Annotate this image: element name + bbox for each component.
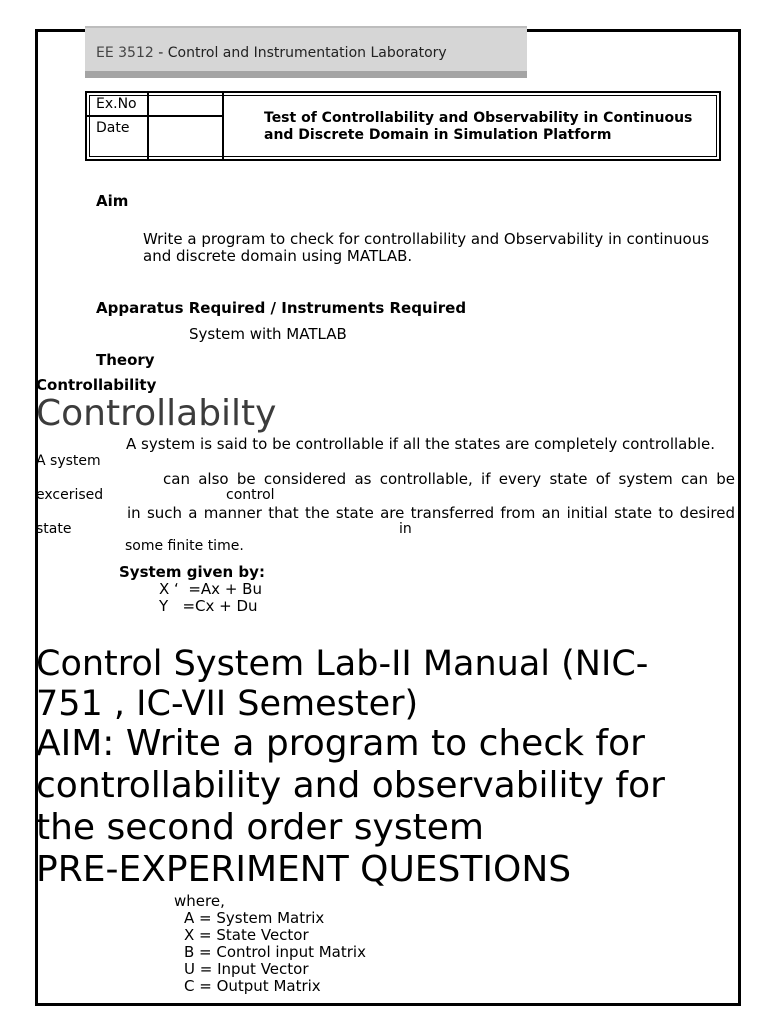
- overlay-aim-line3: the second order system: [36, 807, 484, 848]
- aim-text-line2: and discrete domain using MATLAB.: [143, 247, 413, 265]
- apparatus-heading: Apparatus Required / Instruments Required: [96, 299, 467, 317]
- table-divider-2: [222, 93, 224, 159]
- theory-para-line6b: in: [399, 521, 412, 537]
- theory-heading: Theory: [96, 351, 155, 369]
- where-label: where,: [174, 892, 225, 910]
- header-title: [96, 45, 447, 61]
- header-separator: -: [153, 45, 168, 61]
- theory-para-line7: some finite time.: [125, 538, 244, 554]
- table-row-divider: [87, 115, 224, 117]
- where-item-u: U = Input Vector: [184, 960, 309, 978]
- theory-para-line5: in such a manner that the state are transferred from an initial state to desired: [127, 504, 735, 522]
- date-label: Date: [96, 120, 130, 136]
- course-code: EE 3512: [96, 45, 154, 61]
- header-band: [85, 26, 527, 78]
- state-equation: X ‘ =Ax + Bu: [159, 580, 262, 598]
- theory-para-line3: can also be considered as controllable, if every state of system can be: [163, 470, 735, 488]
- output-equation: Y =Cx + Du: [159, 597, 258, 615]
- where-item-a: A = System Matrix: [184, 909, 325, 927]
- manual-title-line1: Control System Lab-II Manual (NIC-: [36, 644, 649, 684]
- table-divider-1: [147, 93, 149, 159]
- header-underline: [85, 71, 527, 78]
- theory-para-line1: A system is said to be controllable if all the states are completely controllable.: [126, 435, 716, 453]
- theory-para-line2: A system: [36, 453, 101, 469]
- exno-label: Ex.No: [96, 96, 137, 112]
- theory-para-line4b: control: [226, 487, 275, 503]
- where-item-x: X = State Vector: [184, 926, 309, 944]
- where-item-c: C = Output Matrix: [184, 977, 321, 995]
- experiment-info-table: [85, 91, 721, 161]
- course-name: Control and Instrumentation Laboratory: [167, 45, 447, 61]
- pre-experiment-heading: PRE-EXPERIMENT QUESTIONS: [36, 849, 572, 890]
- theory-para-line4a: excerised: [36, 487, 104, 503]
- controllability-subheading: Controllability: [36, 376, 157, 394]
- theory-para-line6a: state: [36, 521, 72, 537]
- overlay-aim-line1: AIM: Write a program to check for: [36, 723, 645, 764]
- where-item-b: B = Control input Matrix: [184, 943, 366, 961]
- controllability-big-heading: Controllabilty: [36, 393, 277, 434]
- overlay-aim-line2: controllability and observability for: [36, 765, 665, 806]
- manual-title-line2: 751 , IC-VII Semester): [36, 684, 419, 724]
- aim-text-line1: Write a program to check for controllability and Observability in continuous: [143, 230, 710, 248]
- system-given-heading: System given by:: [119, 563, 265, 581]
- aim-heading: Aim: [96, 192, 129, 210]
- apparatus-item: System with MATLAB: [189, 325, 347, 343]
- experiment-title: Test of Controllability and Observability in Continuous and Discrete Domain in Simulation Platform: [264, 110, 693, 143]
